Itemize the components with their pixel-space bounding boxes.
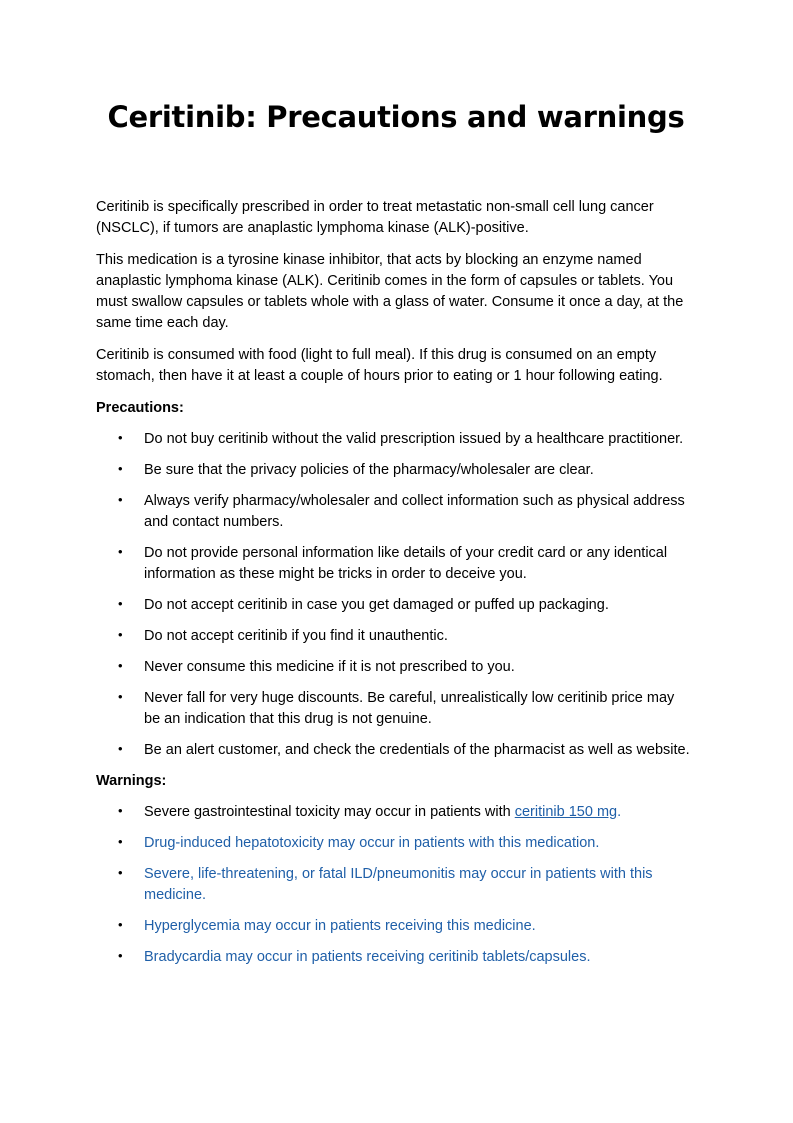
bullet-icon: • bbox=[118, 658, 123, 673]
warning-item bbox=[96, 916, 692, 937]
warning-text: Severe, life-threatening, or fatal ILD/pneumonitis may occur in patients with this medicine. bbox=[144, 866, 653, 903]
precaution-text: Do not accept ceritinib in case you get damaged or puffed up packaging. bbox=[144, 597, 609, 613]
precaution-text: Do not buy ceritinib without the valid prescription issued by a healthcare practitioner. bbox=[144, 431, 684, 447]
warning-item bbox=[96, 833, 692, 854]
bullet-icon: • bbox=[118, 627, 123, 642]
precaution-item bbox=[96, 491, 692, 533]
intro-paragraph-2: This medication is a tyrosine kinase inhibitor, that acts by blocking an enzyme named anaplastic lymphoma kinase (ALK). Ceritinib comes in the form of capsules or tablets. You must swallow capsules or tablets whole with a glass of water. Consume it once a day, at the same time each day. bbox=[96, 252, 684, 331]
warnings-heading: Warnings: bbox=[96, 773, 167, 789]
bullet-icon: • bbox=[118, 917, 123, 932]
precautions-heading: Precautions: bbox=[96, 400, 184, 416]
precaution-item bbox=[96, 460, 692, 481]
bullet-icon: • bbox=[118, 492, 123, 507]
warning-text: Drug-induced hepatotoxicity may occur in patients with this medication. bbox=[144, 835, 600, 851]
precaution-text: Do not accept ceritinib if you find it unauthentic. bbox=[144, 628, 448, 644]
bullet-icon: • bbox=[118, 834, 123, 849]
precaution-text: Be sure that the privacy policies of the pharmacy/wholesaler are clear. bbox=[144, 462, 594, 478]
warning-text: Severe gastrointestinal toxicity may occur in patients with bbox=[144, 804, 515, 820]
precautions-list bbox=[96, 429, 692, 761]
bullet-icon: • bbox=[118, 430, 123, 445]
precaution-text: Never consume this medicine if it is not prescribed to you. bbox=[144, 659, 515, 675]
precaution-text: Do not provide personal information like details of your credit card or any identical information as these might be tricks in order to deceive you. bbox=[144, 545, 668, 582]
bullet-icon: • bbox=[118, 948, 123, 963]
precaution-text: Be an alert customer, and check the credentials of the pharmacist as well as website. bbox=[144, 742, 690, 758]
bullet-icon: • bbox=[118, 803, 123, 818]
precaution-item bbox=[96, 626, 692, 647]
precaution-item bbox=[96, 740, 692, 761]
bullet-icon: • bbox=[118, 461, 123, 476]
document-body bbox=[96, 197, 692, 978]
warnings-list bbox=[96, 802, 692, 968]
precaution-item bbox=[96, 543, 692, 585]
page-title: Ceritinib: Precautions and warnings bbox=[107, 100, 685, 134]
intro-paragraph-1: Ceritinib is specifically prescribed in order to treat metastatic non-small cell lung cancer (NSCLC), if tumors are anaplastic lymphoma kinase (ALK)-positive. bbox=[96, 199, 654, 236]
bullet-icon: • bbox=[118, 865, 123, 880]
precaution-item bbox=[96, 657, 692, 678]
bullet-icon: • bbox=[118, 689, 123, 704]
precaution-text: Always verify pharmacy/wholesaler and collect information such as physical address and contact numbers. bbox=[144, 493, 685, 530]
precaution-item bbox=[96, 688, 692, 730]
warning-text: Bradycardia may occur in patients receiving ceritinib tablets/capsules. bbox=[144, 949, 591, 965]
precaution-item bbox=[96, 429, 692, 450]
warning-text: Hyperglycemia may occur in patients receiving this medicine. bbox=[144, 918, 536, 934]
warning-text-end: . bbox=[617, 804, 622, 820]
warning-item bbox=[96, 947, 692, 968]
precaution-text: Never fall for very huge discounts. Be careful, unrealistically low ceritinib price may be an indication that this drug is not genuine. bbox=[144, 690, 675, 727]
warning-item bbox=[96, 864, 692, 906]
ceritinib-150mg-link[interactable]: ceritinib 150 mg bbox=[514, 804, 618, 820]
warning-item bbox=[96, 802, 692, 823]
bullet-icon: • bbox=[118, 544, 123, 559]
intro-paragraph-3: Ceritinib is consumed with food (light to full meal). If this drug is consumed on an empty stomach, then have it at least a couple of hours prior to eating or 1 hour following eating. bbox=[96, 347, 663, 384]
precaution-item bbox=[96, 595, 692, 616]
bullet-icon: • bbox=[118, 596, 123, 611]
bullet-icon: • bbox=[118, 741, 123, 756]
